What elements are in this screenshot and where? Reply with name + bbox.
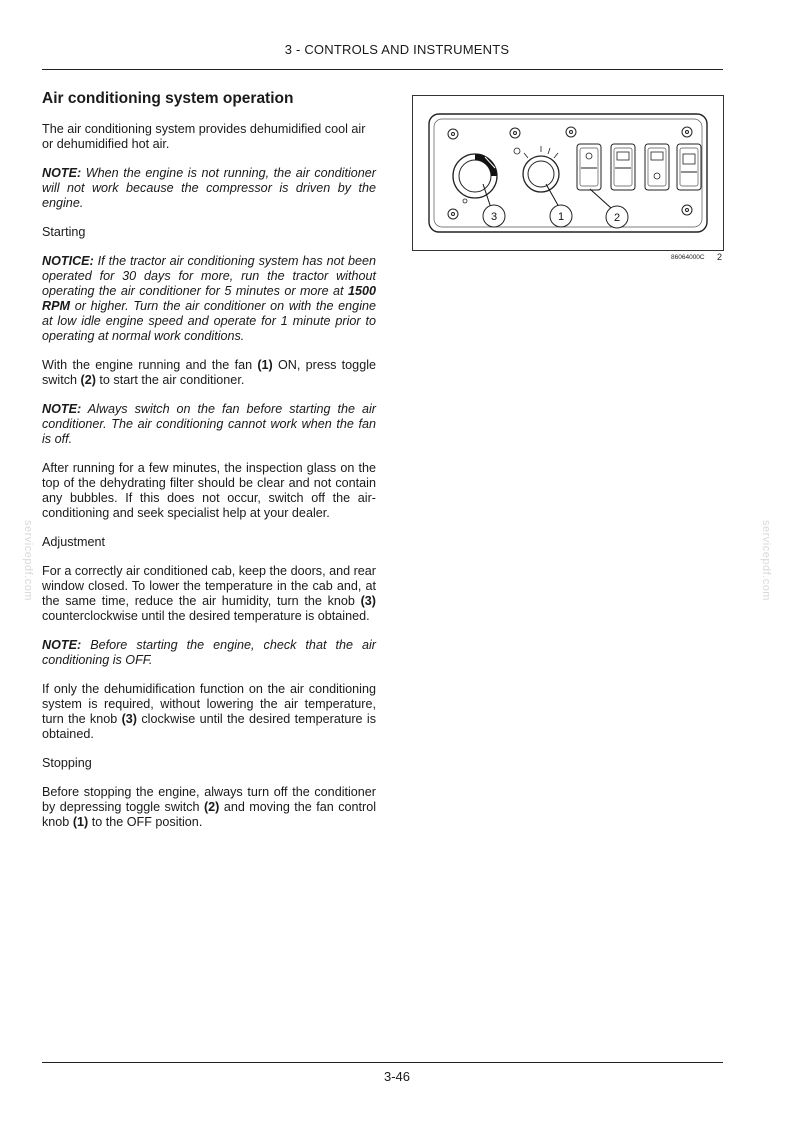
ref-knob-3: (3) [121, 712, 138, 726]
text-run: With the engine running and the fan [42, 358, 258, 372]
rocker-switches [577, 144, 701, 190]
note-label: NOTE: [42, 166, 82, 180]
callout-1-label: 1 [557, 211, 565, 223]
page-header: 3 - CONTROLS AND INSTRUMENTS [284, 42, 510, 57]
footer-rule [42, 1062, 723, 1063]
fan-icon [514, 148, 520, 154]
text-run: If only the dehumidification function on the air conditioning system is required, without lowering the air temperature, turn the knob [42, 682, 376, 726]
ref-switch-2: (2) [80, 373, 96, 387]
callout-circles [483, 205, 628, 228]
control-panel-figure [412, 95, 724, 251]
temperature-knob-3 [453, 154, 497, 203]
rocker-switch-b [611, 144, 635, 190]
starting-paragraph [42, 358, 376, 388]
ref-fan-1: (1) [257, 358, 273, 372]
text-run: counterclockwise until the desired temperature is obtained. [42, 609, 370, 623]
note-label: NOTE: [42, 402, 82, 416]
rocker-switch-c [645, 144, 669, 190]
text-run: For a correctly air conditioned cab, keep the doors, and rear window closed. To lower the temperature in the cab and, at the same time, reduce the air humidity, turn the knob [42, 564, 376, 608]
notice-text-b: or higher. Turn the air conditioner on with the engine at low idle engine speed and operate for 1 minute prior to operating at normal work conditions. [42, 299, 376, 343]
text-run: to start the air conditioner. [95, 373, 245, 387]
subheading-starting: Starting [42, 225, 86, 239]
callout-3-label: 3 [490, 211, 498, 223]
notice-rpm: 1500 RPM [42, 284, 376, 313]
callout-2-label: 2 [613, 212, 621, 224]
text-run: ON, press toggle switch [42, 358, 376, 387]
figure-number: 2 [717, 252, 723, 262]
note-fan [42, 402, 376, 447]
ac-toggle-switch-2 [577, 144, 601, 190]
note-label: NOTE: [42, 638, 82, 652]
subheading-adjustment: Adjustment [42, 535, 105, 549]
note-text: Always switch on the fan before starting the air conditioner. The air conditioning cannot work when the fan is off. [42, 402, 376, 446]
intro-paragraph: The air conditioning system provides dehumidified cool air or dehumidified hot air. [42, 122, 366, 151]
notice-label: NOTICE: [42, 254, 94, 268]
note-text: When the engine is not running, the air conditioner will not work because the compressor is driven by the engine. [42, 166, 376, 210]
sun-icon [463, 199, 467, 203]
main-column [42, 90, 376, 844]
notice-text-a: If the tractor air conditioning system has not been operated for 30 days for more, run the tractor without operating the air conditioner for 5 minutes or more at [42, 254, 376, 298]
text-run: clockwise until the desired temperature is obtained. [42, 712, 376, 741]
note-text: Before starting the engine, check that the air conditioning is OFF. [42, 638, 376, 667]
ref-knob-3: (3) [360, 594, 376, 608]
note-compressor [42, 166, 376, 211]
fan-knob-1 [514, 146, 559, 192]
inspection-paragraph: After running for a few minutes, the inspection glass on the top of the dehydrating filter should be clear and not contain any bubbles. If this does not occur, switch off the air-conditioning and seek specialist help at your dealer. [42, 461, 376, 520]
ref-switch-2: (2) [203, 800, 220, 814]
text-run: to the OFF position. [88, 815, 203, 829]
section-heading: Air conditioning system operation [42, 90, 294, 107]
adjustment-paragraph [42, 564, 376, 624]
page-number: 3-46 [383, 1069, 411, 1084]
control-panel-illustration [413, 96, 723, 250]
stopping-paragraph [42, 785, 376, 830]
ref-fan-1: (1) [72, 815, 89, 829]
watermark-right: servicepdf.com [760, 520, 772, 601]
dehumidification-paragraph [42, 682, 376, 742]
notice-30-days [42, 254, 376, 344]
watermark-left: servicepdf.com [22, 520, 34, 601]
text-run: and moving the fan control knob [42, 800, 376, 829]
note-engine-off [42, 638, 376, 668]
text-run: Before stopping the engine, always turn off the conditioner by depressing toggle switch [42, 785, 376, 814]
figure-code: 86064000C [671, 254, 705, 261]
rocker-switch-d [677, 144, 701, 190]
header-rule [42, 69, 723, 70]
subheading-stopping: Stopping [42, 756, 92, 770]
